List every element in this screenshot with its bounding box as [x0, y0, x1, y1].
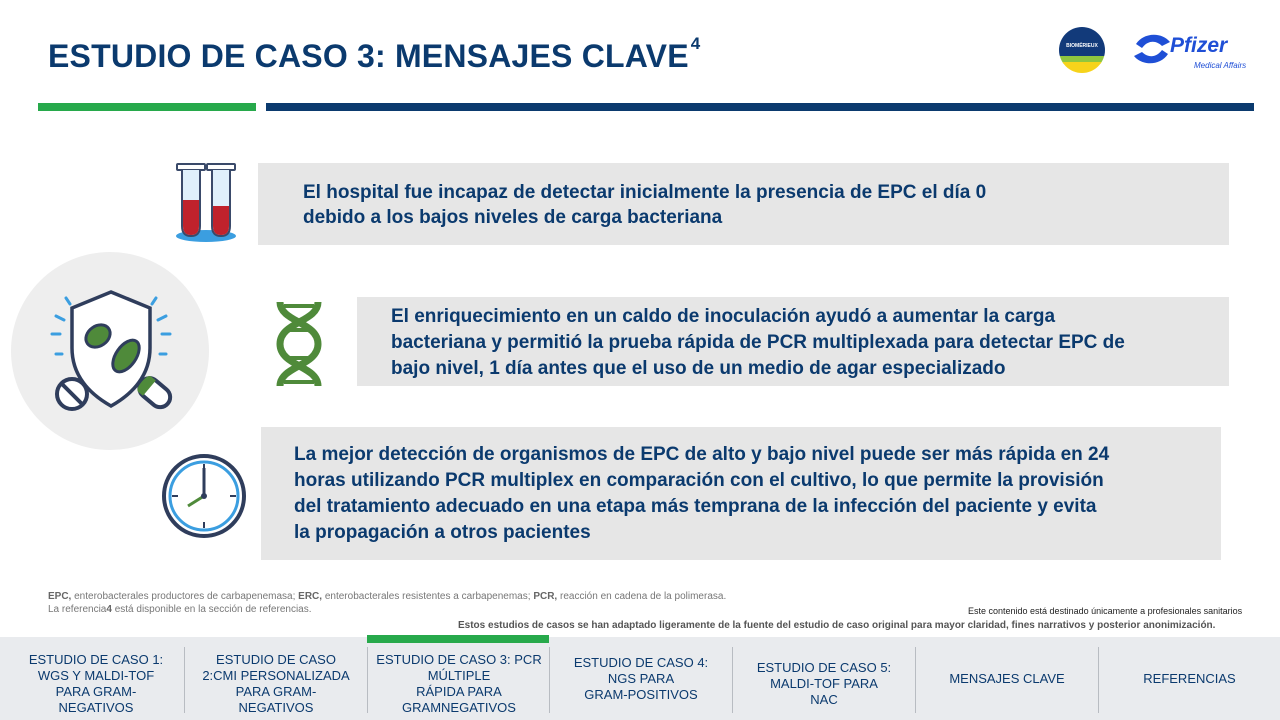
header-divider-blue: [266, 103, 1254, 111]
key-message-1: [258, 163, 1229, 245]
nav-tab-references[interactable]: REFERENCIAS: [1143, 670, 1236, 686]
pfizer-mark-icon: [1130, 28, 1174, 72]
bottom-navigation: [0, 637, 1280, 720]
abbreviations-footnote: EPC, enterobacterales productores de carbapenemasa; ERC, enterobacterales resistentes a carbapenemas; PCR, reacción en cadena de la polimerasa. La referencia4 está disponible en la sección de referencias.: [48, 591, 727, 615]
dna-icon: [276, 300, 322, 388]
key-message-2: [357, 297, 1229, 386]
clock-icon: [160, 452, 248, 540]
professional-disclaimer: Este contenido está destinado únicamente a profesionales sanitarios: [968, 606, 1243, 616]
key-message-line: debido a los bajos niveles de carga bacteriana: [303, 207, 723, 228]
key-message-line: bajo nivel, 1 día antes que el uso de un medio de agar especializado: [391, 358, 1006, 379]
nav-tab-case-1[interactable]: ESTUDIO DE CASO 1: WGS Y MALDI-TOF PARA GRAM- NEGATIVOS: [28, 651, 164, 715]
key-message-line: la propagación a otros pacientes: [294, 522, 591, 543]
biomerieux-logo: [1058, 26, 1106, 74]
page-title: ESTUDIO DE CASO 3: MENSAJES CLAVE $^4$: [48, 34, 701, 74]
key-message-line: del tratamiento adecuado en una etapa más temprana de la infección del paciente y evita: [294, 496, 1097, 517]
nav-tab-case-5[interactable]: ESTUDIO DE CASO 5: MALDI-TOF PARA NAC: [756, 659, 892, 707]
nav-tab-case-3[interactable]: ESTUDIO DE CASO 3: PCR MÚLTIPLE RÁPIDA PARA GRAMNEGATIVOS: [376, 651, 542, 715]
pfizer-logo-subtext: Medical Affairs: [1194, 61, 1247, 70]
shield-bacteria-icon: [46, 284, 176, 416]
test-tubes-icon: [172, 162, 240, 244]
pfizer-logo-text: Pfizer: [1170, 34, 1228, 57]
nav-tab-case-4[interactable]: ESTUDIO DE CASO 4: NGS PARA GRAM-POSITIVOS: [573, 654, 709, 702]
header-divider-green: [38, 103, 256, 111]
nav-tab-case-2[interactable]: ESTUDIO DE CASO 2:CMI PERSONALIZADA PARA GRAM- NEGATIVOS: [202, 651, 350, 715]
key-message-line: El enriquecimiento en un caldo de inoculación ayudó a aumentar la carga: [391, 306, 1056, 327]
pfizer-logo: [1130, 28, 1255, 74]
biomerieux-logo-text: BIOMÉRIEUX: [1066, 43, 1098, 49]
key-message-3: [261, 427, 1221, 560]
nav-active-indicator: [367, 635, 549, 643]
key-message-line: La mejor detección de organismos de EPC de alto y bajo nivel puede ser más rápida en 24: [294, 444, 1110, 465]
key-message-line: horas utilizando PCR multiplex en comparación con el cultivo, lo que permite la provisión: [294, 470, 1104, 491]
title-reference: 4: [690, 34, 701, 53]
key-message-line: bacteriana y permitió la prueba rápida de PCR multiplexada para detectar EPC de: [391, 332, 1125, 353]
key-message-line: El hospital fue incapaz de detectar inicialmente la presencia de EPC el día 0: [303, 182, 987, 203]
nav-tab-key-messages[interactable]: MENSAJES CLAVE: [949, 670, 1065, 686]
adaptation-disclaimer: Estos estudios de casos se han adaptado ligeramente de la fuente del estudio de caso original para mayor claridad, fines narrativos y posterior anonimización.: [458, 620, 1216, 631]
